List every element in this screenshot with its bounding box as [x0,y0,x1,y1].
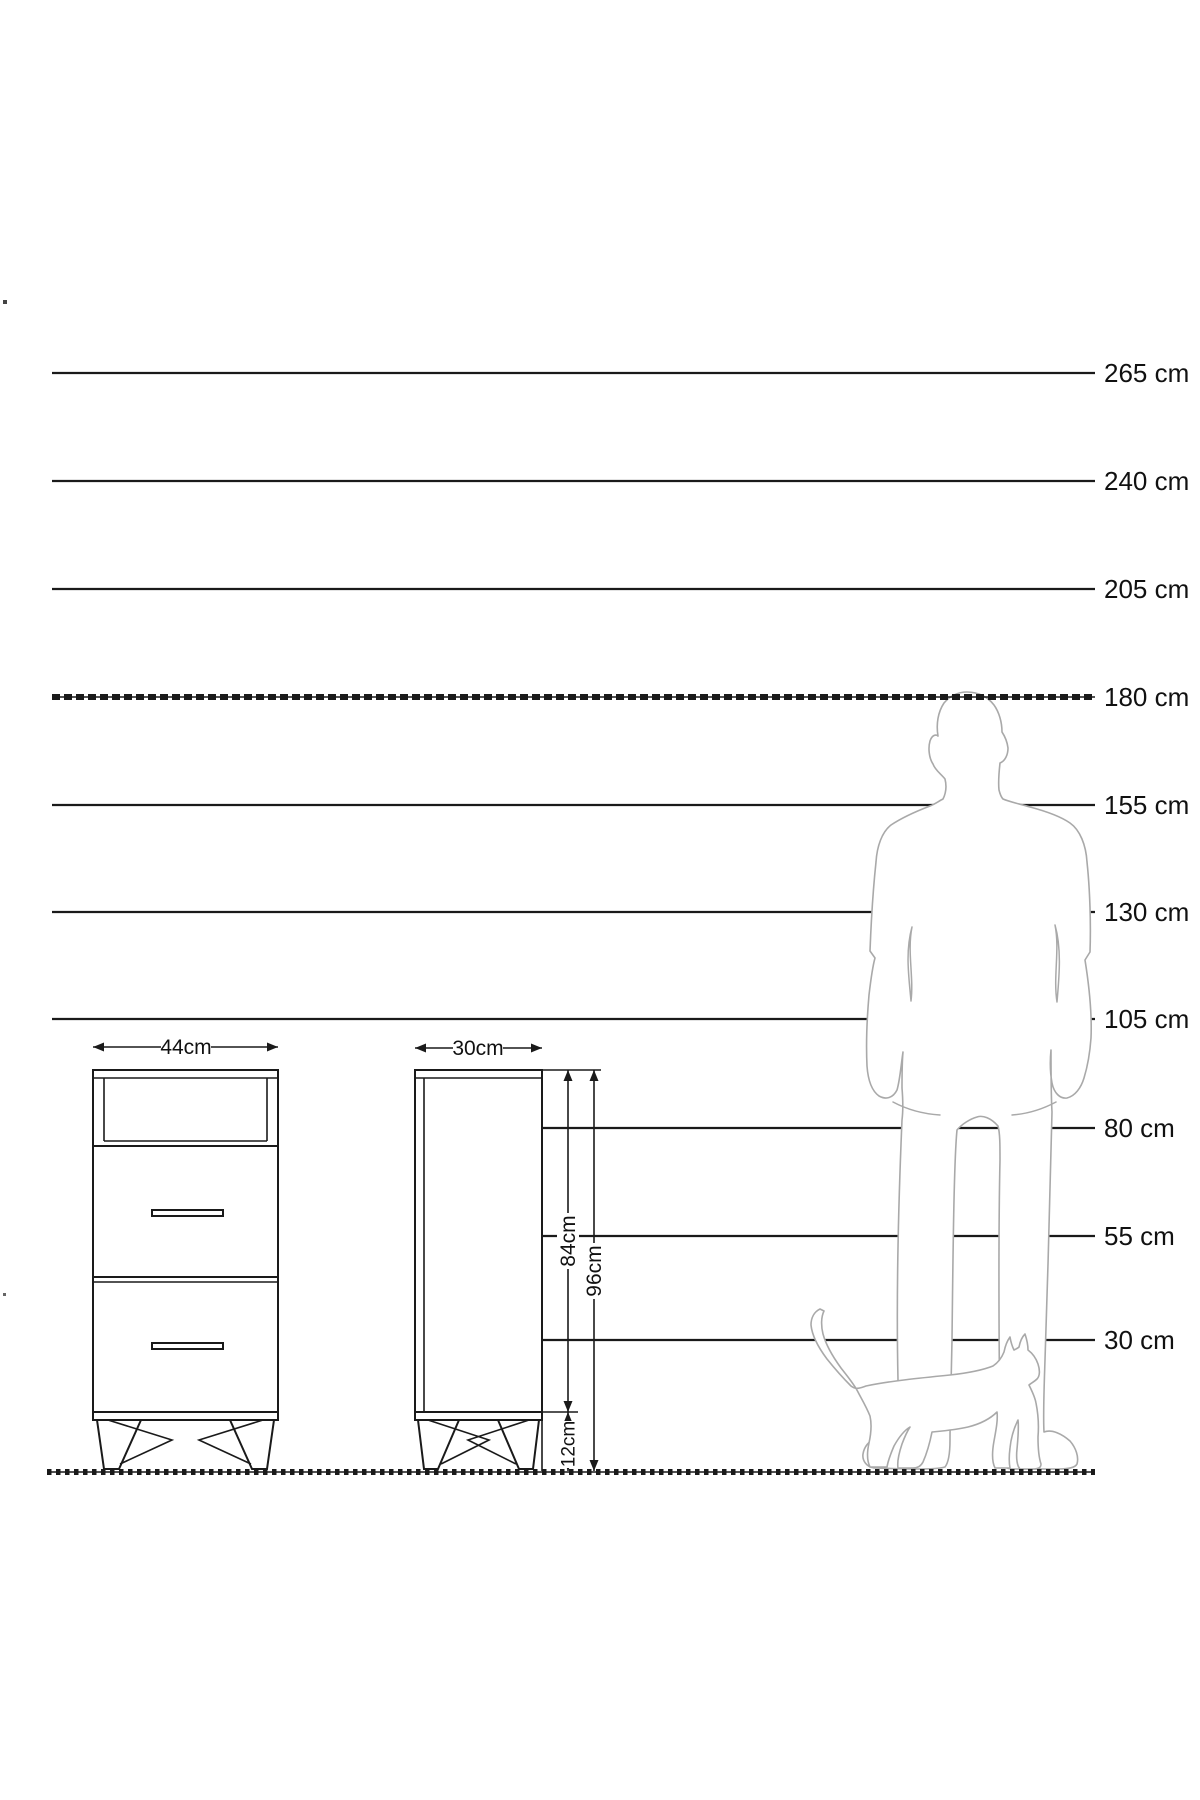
leg-height-label: 12cm [558,1420,580,1468]
arrow-left-icon [93,1043,104,1052]
arrow-up-icon [590,1070,599,1081]
cabinet-side-view [415,1070,542,1469]
total-height-label: 96cm [583,1245,606,1297]
arrow-left-icon [415,1044,426,1053]
height-label-30-cm: 30 cm [1104,1325,1175,1355]
artifact-dot [3,300,7,304]
front-width-dimension [93,1036,278,1059]
front-width-label: 44cm [160,1036,212,1059]
side-width-dimension [415,1037,542,1060]
front-cabinet-legs [97,1420,274,1469]
height-label-55-cm: 55 cm [1104,1221,1175,1251]
height-ruler-labels [1104,358,1189,1355]
height-label-205-cm: 205 cm [1104,574,1190,604]
side-height-dimensions [542,1070,606,1471]
height-label-80-cm: 80 cm [1104,1113,1175,1143]
side-cabinet-legs [418,1420,539,1469]
man-outline [863,692,1091,1469]
artifacts [3,300,7,1296]
arrow-right-icon [267,1043,278,1052]
drawer-1-handle [152,1210,223,1216]
arrow-up-icon [564,1070,573,1081]
height-label-105-cm: 105 cm [1104,1004,1190,1034]
man-silhouette [863,692,1091,1469]
arrow-right-icon [531,1044,542,1053]
height-label-265-cm: 265 cm [1104,358,1190,388]
front-cabinet-body [93,1070,278,1420]
height-label-240-cm: 240 cm [1104,466,1190,496]
side-cabinet-body [415,1070,542,1420]
height-label-180-cm: 180 cm [1104,682,1190,712]
height-label-155-cm: 155 cm [1104,790,1190,820]
cabinet-front-view [93,1070,278,1469]
body-height-label: 84cm [557,1215,580,1267]
drawer-2-handle [152,1343,223,1349]
arrow-down-icon [564,1401,573,1412]
height-label-130-cm: 130 cm [1104,897,1190,927]
side-width-label: 30cm [452,1037,504,1060]
artifact-dot [3,1293,6,1296]
